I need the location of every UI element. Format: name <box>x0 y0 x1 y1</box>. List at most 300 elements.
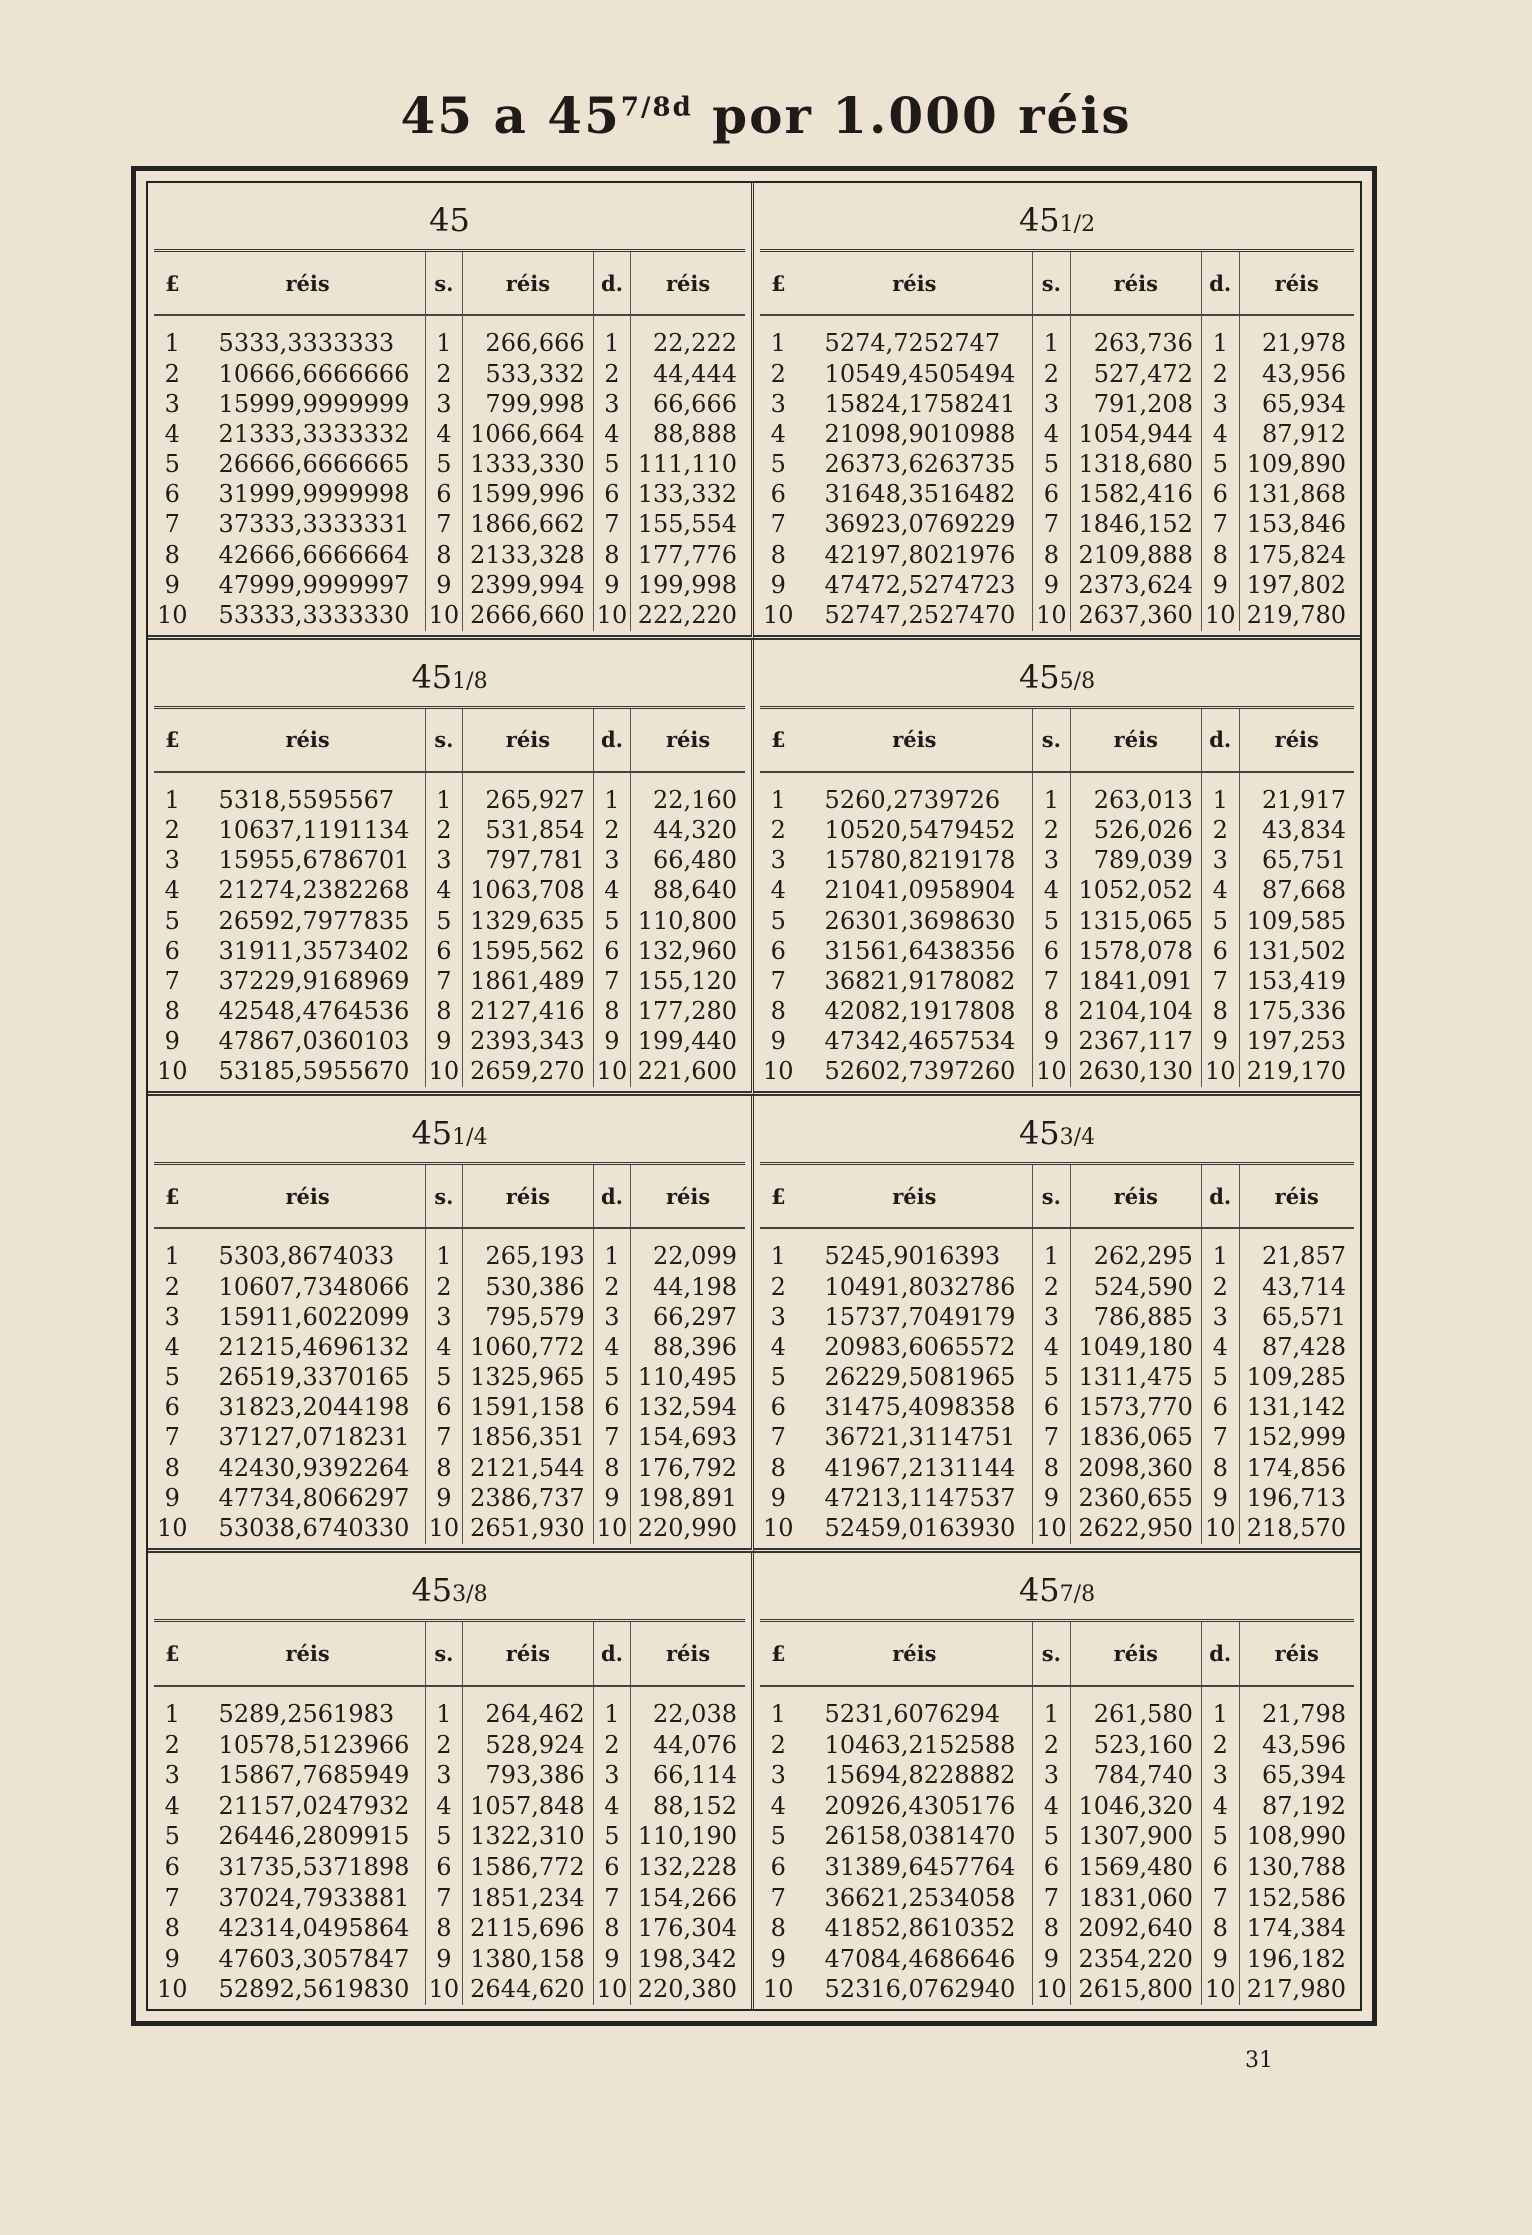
table-cell: 6 <box>770 936 786 965</box>
rate-fraction: 3/4 <box>1059 1125 1096 1150</box>
table-cell: 8 <box>1201 540 1239 570</box>
table-cell: 88,152 <box>631 1791 745 1822</box>
table-cell: 4 <box>593 876 631 906</box>
table-cell: 7 <box>593 510 631 540</box>
table-cell: 1 <box>425 315 463 359</box>
table-cell: 7 <box>164 966 180 995</box>
table-row <box>760 1027 1354 1057</box>
table-cell: 9 <box>1201 570 1239 600</box>
column-header: réis <box>191 1165 426 1228</box>
table-cell: 22,099 <box>631 1228 745 1272</box>
table-cell: 47472,5274723 <box>824 570 1016 599</box>
column-header: réis <box>1239 252 1354 315</box>
table-cell: 31823,2044198 <box>218 1393 410 1422</box>
table-cell: 1578,078 <box>1070 936 1201 966</box>
table-cell: 176,792 <box>631 1453 745 1483</box>
table-cell: 10 <box>763 1057 794 1086</box>
table-cell: 4 <box>164 1791 180 1820</box>
table-cell: 4 <box>593 1332 631 1362</box>
table-cell: 21098,9010988 <box>824 419 1016 448</box>
table-cell: 47867,0360103 <box>218 1027 410 1056</box>
column-header: réis <box>1239 1622 1354 1686</box>
table-cell: 3 <box>164 389 180 418</box>
table-cell: 4 <box>1201 876 1239 906</box>
table-cell: 7 <box>770 510 786 539</box>
table-cell: 5274,7252747 <box>824 329 1001 358</box>
table-cell: 9 <box>425 1944 463 1975</box>
table-row <box>154 1822 745 1853</box>
table-cell: 36923,0769229 <box>824 510 1016 539</box>
rate-heading <box>154 644 745 709</box>
table-cell: 37229,9168969 <box>218 966 410 995</box>
rate-heading <box>154 187 745 252</box>
table-row <box>760 1730 1354 1761</box>
table-cell: 4 <box>425 419 463 449</box>
table-cell: 42430,9392264 <box>218 1453 410 1482</box>
table-cell: 3 <box>1033 389 1071 419</box>
table-cell: 8 <box>164 1453 180 1482</box>
table-cell: 36821,9178082 <box>824 966 1016 995</box>
table-cell: 177,280 <box>631 996 745 1026</box>
table-cell: 2630,130 <box>1070 1057 1201 1087</box>
table-row <box>154 1483 745 1513</box>
table-cell: 31999,9999998 <box>218 480 410 509</box>
table-cell: 5333,3333333 <box>218 329 395 358</box>
table-cell: 3 <box>1201 846 1239 876</box>
table-cell: 527,472 <box>1070 359 1201 389</box>
table-cell: 3 <box>425 846 463 876</box>
table-cell: 1307,900 <box>1070 1822 1201 1853</box>
column-header: réis <box>463 1622 594 1686</box>
table-cell: 6 <box>770 1852 786 1881</box>
table-cell: 2386,737 <box>463 1483 594 1513</box>
column-header: s. <box>1033 709 1071 772</box>
table-cell: 9 <box>770 1483 786 1512</box>
table-row <box>760 906 1354 936</box>
table-cell: 5 <box>1033 906 1071 936</box>
table-cell: 1866,662 <box>463 510 594 540</box>
table-cell: 52602,7397260 <box>824 1057 1016 1086</box>
table-cell: 6 <box>1033 936 1071 966</box>
table-cell: 3 <box>770 389 786 418</box>
table-cell: 1 <box>425 772 463 816</box>
table-row <box>154 1791 745 1822</box>
table-cell: 1052,052 <box>1070 876 1201 906</box>
column-header: £ <box>760 1165 797 1228</box>
table-cell: 21215,4696132 <box>218 1332 410 1361</box>
table-row <box>760 772 1354 816</box>
table-cell: 44,198 <box>631 1272 745 1302</box>
table-cell: 8 <box>425 996 463 1026</box>
table-cell: 4 <box>1033 1791 1071 1822</box>
table-cell: 7 <box>425 1423 463 1453</box>
table-cell: 42314,0495864 <box>218 1914 410 1943</box>
rate-value: 45 <box>1018 657 1060 696</box>
table-cell: 31648,3516482 <box>824 480 1016 509</box>
table-row <box>154 1332 745 1362</box>
table-cell: 110,495 <box>631 1363 745 1393</box>
table-cell: 155,554 <box>631 510 745 540</box>
table-cell: 197,253 <box>1239 1027 1354 1057</box>
table-cell: 6 <box>425 480 463 510</box>
table-cell: 109,585 <box>1239 906 1354 936</box>
exchange-table-grid <box>146 181 1362 2011</box>
table-cell: 7 <box>770 1423 786 1452</box>
table-cell: 65,751 <box>1239 846 1354 876</box>
table-cell: 10 <box>1033 600 1071 630</box>
column-header: d. <box>593 1622 631 1686</box>
table-cell: 2115,696 <box>463 1913 594 1944</box>
table-cell: 37333,3333331 <box>218 510 410 539</box>
conversion-table <box>760 1165 1354 1544</box>
table-cell: 9 <box>1033 1483 1071 1513</box>
table-cell: 26592,7977835 <box>218 906 410 935</box>
table-cell: 1 <box>1033 1686 1071 1730</box>
column-header: s. <box>425 1622 463 1686</box>
table-cell: 1599,996 <box>463 480 594 510</box>
table-cell: 26666,6666665 <box>218 450 410 479</box>
table-cell: 15737,7049179 <box>824 1302 1016 1331</box>
table-cell: 9 <box>1201 1483 1239 1513</box>
table-cell: 217,980 <box>1239 1974 1354 2005</box>
table-row <box>154 876 745 906</box>
table-row <box>154 1228 745 1272</box>
column-header: s. <box>425 709 463 772</box>
table-cell: 10 <box>1033 1974 1071 2005</box>
table-cell: 10 <box>157 600 188 629</box>
table-cell: 10 <box>1201 1057 1239 1087</box>
table-cell: 52459,0163930 <box>824 1513 1016 1542</box>
table-cell: 9 <box>164 1944 180 1973</box>
conversion-table <box>154 709 745 1088</box>
table-row <box>760 1332 1354 1362</box>
table-row <box>760 480 1354 510</box>
table-cell: 2 <box>770 359 786 388</box>
table-cell: 7 <box>770 966 786 995</box>
table-cell: 5 <box>593 906 631 936</box>
column-header: s. <box>425 252 463 315</box>
table-cell: 10 <box>425 600 463 630</box>
table-cell: 10607,7348066 <box>218 1272 410 1301</box>
table-cell: 42197,8021976 <box>824 540 1016 569</box>
table-cell: 222,220 <box>631 600 745 630</box>
table-cell: 7 <box>425 1883 463 1914</box>
table-cell: 10 <box>593 600 631 630</box>
table-cell: 52316,0762940 <box>824 1975 1016 2004</box>
table-cell: 1 <box>1201 772 1239 816</box>
rate-block <box>148 183 754 640</box>
column-header: d. <box>1201 252 1239 315</box>
table-cell: 15824,1758241 <box>824 389 1016 418</box>
table-cell: 1 <box>1201 1228 1239 1272</box>
table-row <box>154 1974 745 2005</box>
table-cell: 198,891 <box>631 1483 745 1513</box>
table-cell: 2 <box>593 816 631 846</box>
rate-heading <box>760 1100 1354 1165</box>
table-cell: 7 <box>593 1883 631 1914</box>
rate-heading <box>154 1100 745 1165</box>
table-cell: 6 <box>164 1852 180 1881</box>
table-cell: 175,824 <box>1239 540 1354 570</box>
table-cell: 2127,416 <box>463 996 594 1026</box>
table-cell: 2659,270 <box>463 1057 594 1087</box>
table-cell: 155,120 <box>631 966 745 996</box>
table-cell: 8 <box>425 540 463 570</box>
table-cell: 3 <box>1033 846 1071 876</box>
rate-fraction: 1/2 <box>1059 212 1096 237</box>
table-cell: 8 <box>770 997 786 1025</box>
table-cell: 2 <box>1201 816 1239 846</box>
table-cell: 266,666 <box>463 315 594 359</box>
column-header: réis <box>631 1622 745 1686</box>
table-cell: 4 <box>425 876 463 906</box>
table-cell: 44,444 <box>631 359 745 389</box>
table-cell: 5 <box>164 906 180 935</box>
table-cell: 1851,234 <box>463 1883 594 1914</box>
table-cell: 47213,1147537 <box>824 1483 1016 1512</box>
table-cell: 5318,5595567 <box>218 785 395 814</box>
table-cell: 1 <box>1033 772 1071 816</box>
table-cell: 10578,5123966 <box>218 1730 410 1759</box>
table-row <box>760 1272 1354 1302</box>
table-cell: 1569,480 <box>1070 1852 1201 1883</box>
table-cell: 2 <box>593 359 631 389</box>
table-row <box>154 1302 745 1332</box>
table-cell: 198,342 <box>631 1944 745 1975</box>
table-cell: 3 <box>1033 1302 1071 1332</box>
table-cell: 6 <box>1201 936 1239 966</box>
table-cell: 6 <box>164 480 180 509</box>
rate-fraction: 5/8 <box>1059 668 1096 694</box>
table-cell: 152,999 <box>1239 1423 1354 1453</box>
table-cell: 6 <box>593 1393 631 1423</box>
table-cell: 5245,9016393 <box>824 1242 1001 1271</box>
table-row <box>154 1453 745 1483</box>
table-cell: 65,934 <box>1239 389 1354 419</box>
table-cell: 87,192 <box>1239 1791 1354 1822</box>
table-cell: 10 <box>593 1974 631 2005</box>
table-cell: 21,978 <box>1239 315 1354 359</box>
column-header: réis <box>797 709 1033 772</box>
table-row <box>760 1423 1354 1453</box>
table-cell: 2 <box>164 1272 180 1301</box>
table-cell: 524,590 <box>1070 1272 1201 1302</box>
rate-heading <box>154 1557 745 1622</box>
table-cell: 2637,360 <box>1070 600 1201 630</box>
table-cell: 4 <box>1033 1332 1071 1362</box>
table-cell: 8 <box>1033 1913 1071 1944</box>
title-superscript: d <box>672 92 693 123</box>
table-cell: 9 <box>1033 570 1071 600</box>
table-cell: 1846,152 <box>1070 510 1201 540</box>
table-cell: 4 <box>425 1791 463 1822</box>
table-cell: 9 <box>1201 1027 1239 1057</box>
table-cell: 66,666 <box>631 389 745 419</box>
table-cell: 36621,2534058 <box>824 1883 1016 1912</box>
table-cell: 5 <box>1033 450 1071 480</box>
table-cell: 1063,708 <box>463 876 594 906</box>
table-cell: 6 <box>1201 1393 1239 1423</box>
table-cell: 197,802 <box>1239 570 1354 600</box>
conversion-table <box>154 252 745 631</box>
column-header: d. <box>593 709 631 772</box>
table-cell: 2 <box>1033 1272 1071 1302</box>
table-cell: 196,713 <box>1239 1483 1354 1513</box>
table-cell: 2 <box>164 816 180 845</box>
table-cell: 5 <box>770 1363 786 1392</box>
table-row <box>154 510 745 540</box>
table-cell: 1 <box>425 1228 463 1272</box>
table-row <box>154 1883 745 1914</box>
table-cell: 53038,6740330 <box>218 1513 410 1542</box>
table-row <box>154 846 745 876</box>
table-row <box>154 936 745 966</box>
exchange-table-frame <box>131 166 1377 2026</box>
table-row <box>760 510 1354 540</box>
table-cell: 7 <box>164 510 180 539</box>
table-cell: 1046,320 <box>1070 1791 1201 1822</box>
table-row <box>154 600 745 630</box>
table-cell: 3 <box>425 389 463 419</box>
table-cell: 66,114 <box>631 1761 745 1792</box>
column-header: d. <box>1201 1622 1239 1686</box>
table-row <box>760 600 1354 630</box>
table-row <box>154 1423 745 1453</box>
table-row <box>154 1730 745 1761</box>
column-header: £ <box>154 252 191 315</box>
table-cell: 4 <box>770 1791 786 1820</box>
table-cell: 533,332 <box>463 359 594 389</box>
table-cell: 199,440 <box>631 1027 745 1057</box>
table-cell: 1315,065 <box>1070 906 1201 936</box>
table-cell: 132,228 <box>631 1852 745 1883</box>
table-cell: 2354,220 <box>1070 1944 1201 1975</box>
column-header: £ <box>154 1622 191 1686</box>
table-cell: 1 <box>770 1242 786 1271</box>
table-row <box>760 389 1354 419</box>
table-cell: 1322,310 <box>463 1822 594 1853</box>
table-cell: 9 <box>1201 1944 1239 1975</box>
table-cell: 132,960 <box>631 936 745 966</box>
table-cell: 10 <box>425 1513 463 1543</box>
table-row <box>760 419 1354 449</box>
table-cell: 1 <box>770 1699 786 1728</box>
rate-value: 45 <box>1018 1570 1060 1609</box>
table-cell: 2393,343 <box>463 1027 594 1057</box>
table-row <box>760 359 1354 389</box>
title-tail: por 1.000 réis <box>692 86 1132 145</box>
table-row <box>154 772 745 816</box>
table-cell: 4 <box>593 419 631 449</box>
table-cell: 9 <box>425 1483 463 1513</box>
table-cell: 3 <box>770 846 786 875</box>
table-cell: 4 <box>164 419 180 448</box>
table-cell: 1 <box>164 1699 180 1728</box>
table-cell: 6 <box>425 1393 463 1423</box>
table-cell: 21,917 <box>1239 772 1354 816</box>
table-cell: 786,885 <box>1070 1302 1201 1332</box>
table-cell: 4 <box>770 876 786 905</box>
table-cell: 26373,6263735 <box>824 450 1016 479</box>
table-cell: 133,332 <box>631 480 745 510</box>
table-cell: 5 <box>164 1822 180 1851</box>
table-cell: 5 <box>164 450 180 479</box>
table-cell: 10 <box>1201 1513 1239 1543</box>
table-cell: 6 <box>593 936 631 966</box>
table-cell: 7 <box>1201 510 1239 540</box>
table-cell: 1318,680 <box>1070 450 1201 480</box>
table-cell: 6 <box>1033 480 1071 510</box>
table-cell: 1 <box>164 785 180 814</box>
table-cell: 1582,416 <box>1070 480 1201 510</box>
table-cell: 8 <box>593 996 631 1026</box>
table-cell: 131,502 <box>1239 936 1354 966</box>
table-cell: 5 <box>425 1363 463 1393</box>
conversion-table <box>760 1622 1354 2006</box>
table-row <box>154 1761 745 1792</box>
table-cell: 174,384 <box>1239 1913 1354 1944</box>
table-cell: 31389,6457764 <box>824 1852 1016 1881</box>
table-cell: 199,998 <box>631 570 745 600</box>
table-cell: 21,798 <box>1239 1686 1354 1730</box>
table-cell: 36721,3114751 <box>824 1423 1016 1452</box>
table-cell: 21,857 <box>1239 1228 1354 1272</box>
rate-value: 45 <box>411 1570 453 1609</box>
table-cell: 1836,065 <box>1070 1423 1201 1453</box>
table-cell: 41852,8610352 <box>824 1914 1016 1943</box>
table-row <box>760 1791 1354 1822</box>
table-cell: 21041,0958904 <box>824 876 1016 905</box>
table-cell: 10 <box>593 1513 631 1543</box>
table-row <box>154 450 745 480</box>
table-cell: 1057,848 <box>463 1791 594 1822</box>
table-cell: 10637,1191134 <box>218 816 410 845</box>
table-row <box>154 1363 745 1393</box>
table-cell: 8 <box>425 1913 463 1944</box>
table-cell: 2 <box>1033 816 1071 846</box>
table-cell: 5231,6076294 <box>824 1699 1001 1728</box>
table-cell: 9 <box>770 570 786 599</box>
table-cell: 8 <box>770 540 786 569</box>
table-row <box>154 1944 745 1975</box>
table-cell: 7 <box>1033 510 1071 540</box>
table-cell: 6 <box>1033 1852 1071 1883</box>
table-row <box>760 1453 1354 1483</box>
table-cell: 52747,2527470 <box>824 600 1016 629</box>
table-row <box>760 1883 1354 1914</box>
rate-block <box>148 1096 754 1553</box>
table-cell: 8 <box>1033 540 1071 570</box>
table-cell: 2 <box>1201 359 1239 389</box>
column-header: réis <box>1070 709 1201 772</box>
table-cell: 110,190 <box>631 1822 745 1853</box>
column-header: réis <box>191 252 426 315</box>
table-cell: 9 <box>770 1027 786 1056</box>
column-header: réis <box>463 252 594 315</box>
table-cell: 5 <box>593 1822 631 1853</box>
table-cell: 9 <box>425 570 463 600</box>
table-cell: 795,579 <box>463 1302 594 1332</box>
table-cell: 8 <box>1201 996 1239 1026</box>
table-cell: 1586,772 <box>463 1852 594 1883</box>
column-header: réis <box>797 252 1033 315</box>
table-cell: 3 <box>770 1761 786 1790</box>
conversion-table <box>154 1165 745 1544</box>
table-cell: 10 <box>1201 600 1239 630</box>
column-header: réis <box>463 709 594 772</box>
table-cell: 10 <box>1033 1057 1071 1087</box>
table-cell: 8 <box>1201 1453 1239 1483</box>
